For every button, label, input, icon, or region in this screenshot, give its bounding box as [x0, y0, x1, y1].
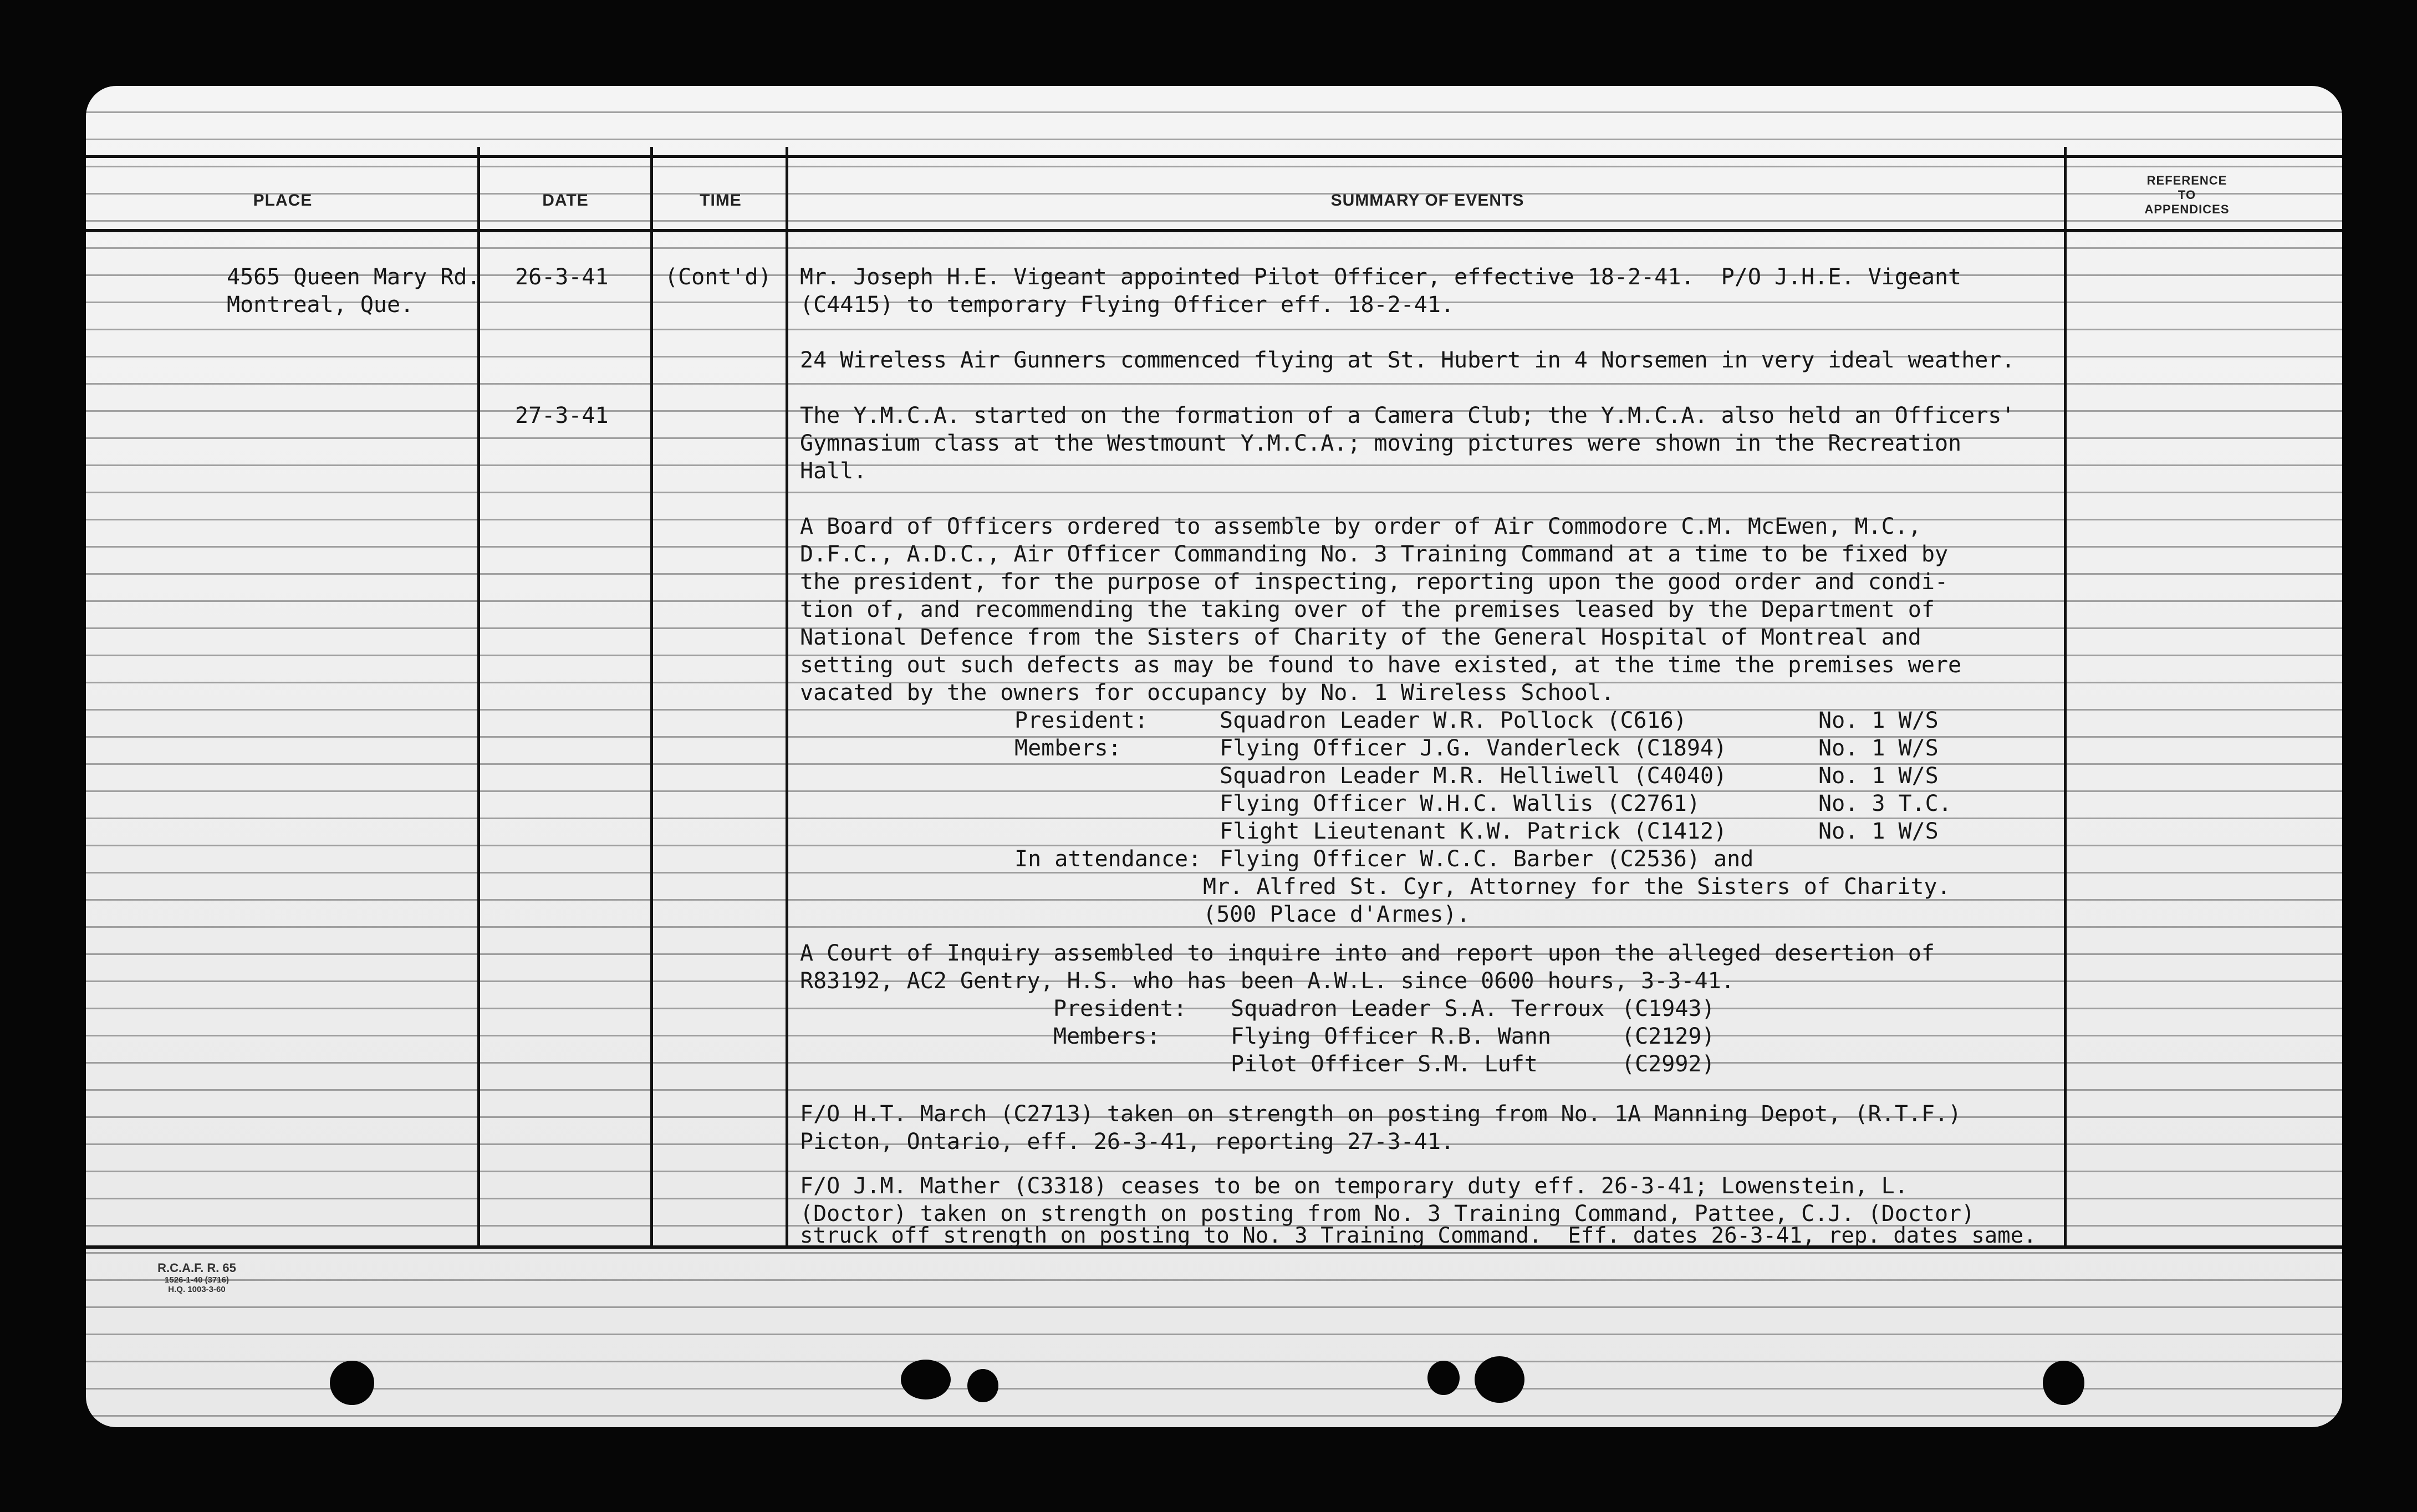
court-member-name: Flying Officer R.B. Wann: [1231, 1024, 1551, 1049]
col-divider-summary: [2064, 147, 2067, 1247]
form-id: [136, 1261, 258, 1294]
punch-hole: [967, 1369, 998, 1402]
board-members-label: Members:: [1014, 735, 1121, 761]
reference-header-line1: REFERENCE: [2146, 173, 2227, 187]
punch-hole: [2043, 1361, 2084, 1405]
time-header: TIME: [700, 191, 742, 210]
board-member-name: Squadron Leader M.R. Helliwell (C4040): [1220, 763, 1727, 789]
form-id-line-1: R.C.A.F. R. 65: [157, 1261, 236, 1275]
board-president-label: President:: [1014, 708, 1148, 733]
entry-7-line-2: (Doctor) taken on strength on posting from No. 3 Training Command, Pattee, C.J. (Doctor): [800, 1201, 1975, 1227]
date-header: DATE: [542, 191, 589, 210]
board-member-unit: No. 1 W/S: [1818, 708, 1939, 733]
entry-5-line-1: A Court of Inquiry assembled to inquire into and report upon the alleged desertion of: [800, 941, 1935, 966]
entry-5-line-2: R83192, AC2 Gentry, H.S. who has been A.W.L. since 0600 hours, 3-3-41.: [800, 968, 1735, 994]
header-top-rule: [86, 155, 2342, 158]
form-id-line-2: 1526-1-40 (3716): [165, 1275, 229, 1285]
board-attendance-line-2: Mr. Alfred St. Cyr, Attorney for the Sisters of Charity.: [1203, 874, 1951, 900]
court-members-label: Members:: [1053, 1024, 1160, 1049]
entry-2-line-1: 24 Wireless Air Gunners commenced flying at St. Hubert in 4 Norsemen in very ideal weather.: [800, 348, 2015, 373]
entry-4-line-5: National Defence from the Sisters of Charity of the General Hospital of Montreal and: [800, 625, 1921, 650]
entry-3-line-2: Gymnasium class at the Westmount Y.M.C.A.; moving pictures were shown in the Recreation: [800, 431, 1962, 456]
place-line-2: Montreal, Que.: [227, 292, 414, 318]
entry-4-line-1: A Board of Officers ordered to assemble by order of Air Commodore C.M. McEwen, M.C.,: [800, 514, 1921, 539]
header-bottom-rule: [86, 229, 2342, 232]
entry-6-line-1: F/O H.T. March (C2713) taken on strength on posting from No. 1A Manning Depot, (R.T.F.): [800, 1101, 1962, 1127]
col-divider-date: [650, 147, 653, 1247]
board-member-unit: No. 1 W/S: [1818, 735, 1939, 761]
court-president-label: President:: [1053, 996, 1187, 1021]
board-member-unit: No. 1 W/S: [1818, 819, 1939, 844]
entry-1-line-1: Mr. Joseph H.E. Vigeant appointed Pilot Officer, effective 18-2-41. P/O J.H.E. Vigeant: [800, 264, 1962, 290]
punch-hole: [1475, 1356, 1524, 1403]
col-divider-place: [477, 147, 480, 1247]
diary-form-card: [86, 86, 2342, 1427]
board-attendance-label: In attendance:: [1014, 846, 1202, 872]
board-attendance-line-3: (500 Place d'Armes).: [1203, 902, 1470, 927]
entry-6-line-2: Picton, Ontario, eff. 26-3-41, reporting 27-3-41.: [800, 1129, 1455, 1155]
punch-hole: [1427, 1361, 1460, 1395]
entry-3-line-1: The Y.M.C.A. started on the formation of a Camera Club; the Y.M.C.A. also held an Officers': [800, 403, 2015, 428]
reference-header-line2: TO: [2178, 188, 2196, 202]
col-divider-time: [786, 147, 788, 1247]
entry-7-line-1: F/O J.M. Mather (C3318) ceases to be on temporary duty eff. 26-3-41; Lowenstein, L.: [800, 1173, 1908, 1199]
court-member-name: Pilot Officer S.M. Luft: [1231, 1051, 1538, 1077]
reference-header-line3: APPENDICES: [2144, 202, 2230, 216]
entry-3-line-3: Hall.: [800, 458, 867, 484]
date-2: 27-3-41: [515, 403, 609, 428]
date-1: 26-3-41: [515, 264, 609, 290]
board-member-unit: No. 3 T.C.: [1818, 791, 1952, 816]
entry-4-line-2: D.F.C., A.D.C., Air Officer Commanding No. 3 Training Command at a time to be fixed by: [800, 542, 1949, 567]
court-member-name: Squadron Leader S.A. Terroux: [1231, 996, 1605, 1021]
board-member-name: Squadron Leader W.R. Pollock (C616): [1220, 708, 1687, 733]
summary-header: SUMMARY OF EVENTS: [1330, 191, 1524, 210]
place-header: PLACE: [253, 191, 313, 210]
reference-header: [2132, 173, 2242, 217]
court-member-number: (C2129): [1621, 1024, 1715, 1049]
form-id-line-3: H.Q. 1003-3-60: [168, 1285, 226, 1294]
board-attendance-line-1: Flying Officer W.C.C. Barber (C2536) and: [1220, 846, 1754, 872]
place-line-1: 4565 Queen Mary Rd.: [227, 264, 481, 290]
board-member-name: Flying Officer W.H.C. Wallis (C2761): [1220, 791, 1700, 816]
court-member-number: (C2992): [1621, 1051, 1715, 1077]
court-member-number: (C1943): [1621, 996, 1715, 1021]
punch-hole: [901, 1360, 951, 1399]
punch-hole: [330, 1361, 374, 1405]
entry-7-line-3: struck off strength on posting to No. 3 Training Command. Eff. dates 26-3-41, rep. dates same.: [800, 1223, 2037, 1248]
entry-4-line-4: tion of, and recommending the taking over of the premises leased by the Department of: [800, 597, 1935, 622]
board-member-name: Flight Lieutenant K.W. Patrick (C1412): [1220, 819, 1727, 844]
entry-4-line-3: the president, for the purpose of inspecting, reporting upon the good order and condi-: [800, 569, 1949, 595]
time-cont: (Cont'd): [665, 264, 772, 290]
entry-4-line-6: setting out such defects as may be found to have existed, at the time the premises were: [800, 652, 1962, 678]
entry-4-line-7: vacated by the owners for occupancy by No. 1 Wireless School.: [800, 680, 1615, 706]
board-member-name: Flying Officer J.G. Vanderleck (C1894): [1220, 735, 1727, 761]
board-member-unit: No. 1 W/S: [1818, 763, 1939, 789]
entry-1-line-2: (C4415) to temporary Flying Officer eff. 18-2-41.: [800, 292, 1455, 318]
